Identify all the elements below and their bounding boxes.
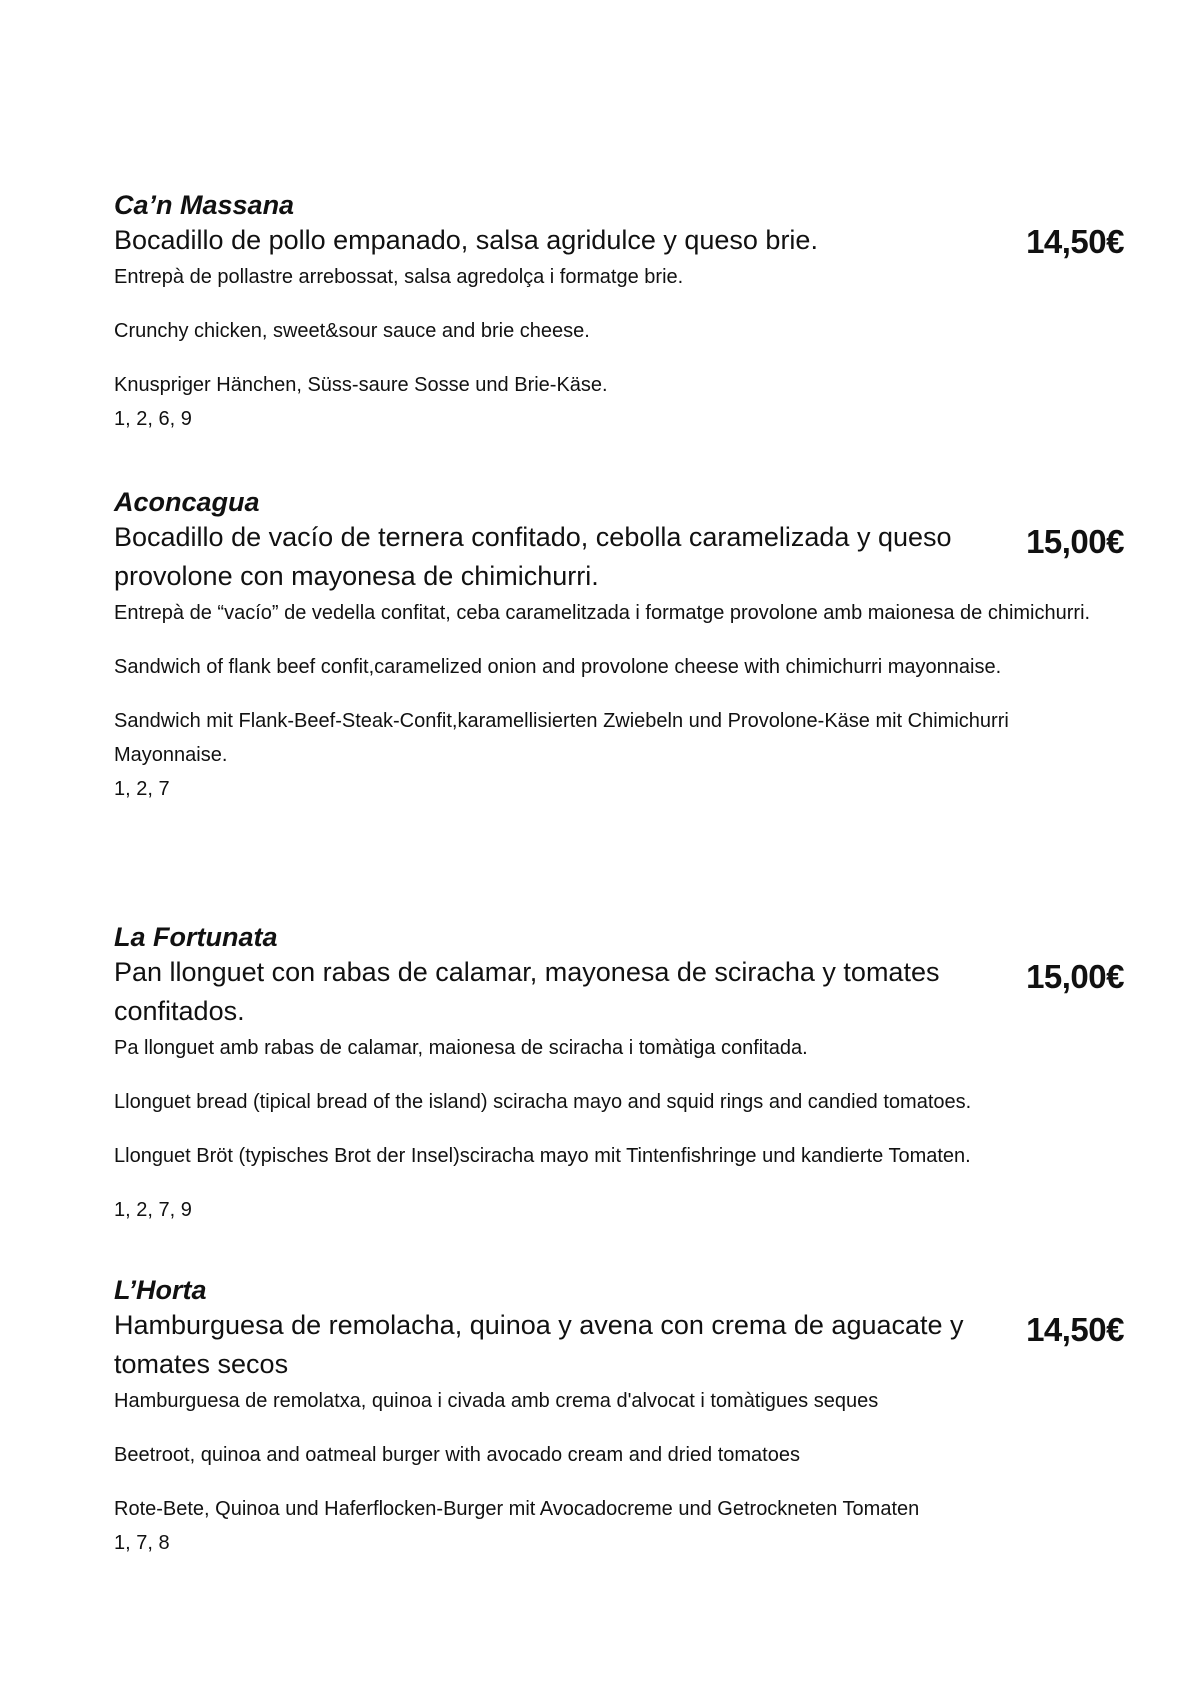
item-description-es: Hamburguesa de remolacha, quinoa y avena con crema de aguacate y tomates secos bbox=[114, 1310, 964, 1379]
menu-item bbox=[114, 189, 1124, 436]
item-price: 15,00€ bbox=[1026, 523, 1124, 560]
item-description-ca: Pa llonguet amb rabas de calamar, maionesa de sciracha i tomàtiga confitada. bbox=[114, 1037, 808, 1059]
item-description-ca: Entrepà de “vacío” de vedella confitat, ceba caramelitzada i formatge provolone amb maionesa de chimichurri. bbox=[114, 602, 1091, 624]
menu-item bbox=[114, 486, 1124, 806]
item-description-es: Bocadillo de pollo empanado, salsa agridulce y queso brie. bbox=[114, 225, 818, 255]
item-allergens: 1, 2, 6, 9 bbox=[114, 408, 192, 430]
item-name: Ca’n Massana bbox=[114, 190, 295, 220]
item-description-en: Llonguet bread (tipical bread of the island) sciracha mayo and squid rings and candied tomatoes. bbox=[114, 1091, 972, 1113]
item-description-en: Beetroot, quinoa and oatmeal burger with avocado cream and dried tomatoes bbox=[114, 1444, 800, 1466]
item-description-de: Knuspriger Hänchen, Süss-saure Sosse und Brie-Käse. bbox=[114, 374, 608, 396]
item-allergens: 1, 2, 7 bbox=[114, 778, 170, 800]
item-description-en: Sandwich of flank beef confit,caramelized onion and provolone cheese with chimichurri mayonnaise. bbox=[114, 656, 1002, 678]
item-description-de: Llonguet Bröt (typisches Brot der Insel)sciracha mayo mit Tintenfishringe und kandierte Tomaten. bbox=[114, 1145, 971, 1167]
item-description-ca: Entrepà de pollastre arrebossat, salsa agredolça i formatge brie. bbox=[114, 266, 684, 288]
item-name: L’Horta bbox=[114, 1275, 207, 1305]
item-description-ca: Hamburguesa de remolatxa, quinoa i civada amb crema d'alvocat i tomàtigues seques bbox=[114, 1390, 879, 1412]
item-name: Aconcagua bbox=[114, 487, 260, 517]
item-price: 14,50€ bbox=[1026, 1311, 1124, 1348]
item-description-de: Rote-Bete, Quinoa und Haferflocken-Burger mit Avocadocreme und Getrockneten Tomaten bbox=[114, 1498, 920, 1520]
item-description-de: Sandwich mit Flank-Beef-Steak-Confit,karamellisierten Zwiebeln und Provolone-Käse mit Chimichurri Mayonnaise. bbox=[114, 710, 1009, 766]
item-price: 14,50€ bbox=[1026, 223, 1124, 260]
item-name: La Fortunata bbox=[114, 922, 278, 952]
menu-item bbox=[114, 1274, 1124, 1560]
item-description-en: Crunchy chicken, sweet&sour sauce and brie cheese. bbox=[114, 320, 590, 342]
item-description-es: Pan llonguet con rabas de calamar, mayonesa de sciracha y tomates confitados. bbox=[114, 957, 940, 1026]
item-description-es: Bocadillo de vacío de ternera confitado, cebolla caramelizada y queso provolone con mayonesa de chimichurri. bbox=[114, 522, 952, 591]
item-price: 15,00€ bbox=[1026, 958, 1124, 995]
item-allergens: 1, 7, 8 bbox=[114, 1532, 170, 1554]
menu-item bbox=[114, 921, 1124, 1227]
item-allergens: 1, 2, 7, 9 bbox=[114, 1199, 192, 1221]
